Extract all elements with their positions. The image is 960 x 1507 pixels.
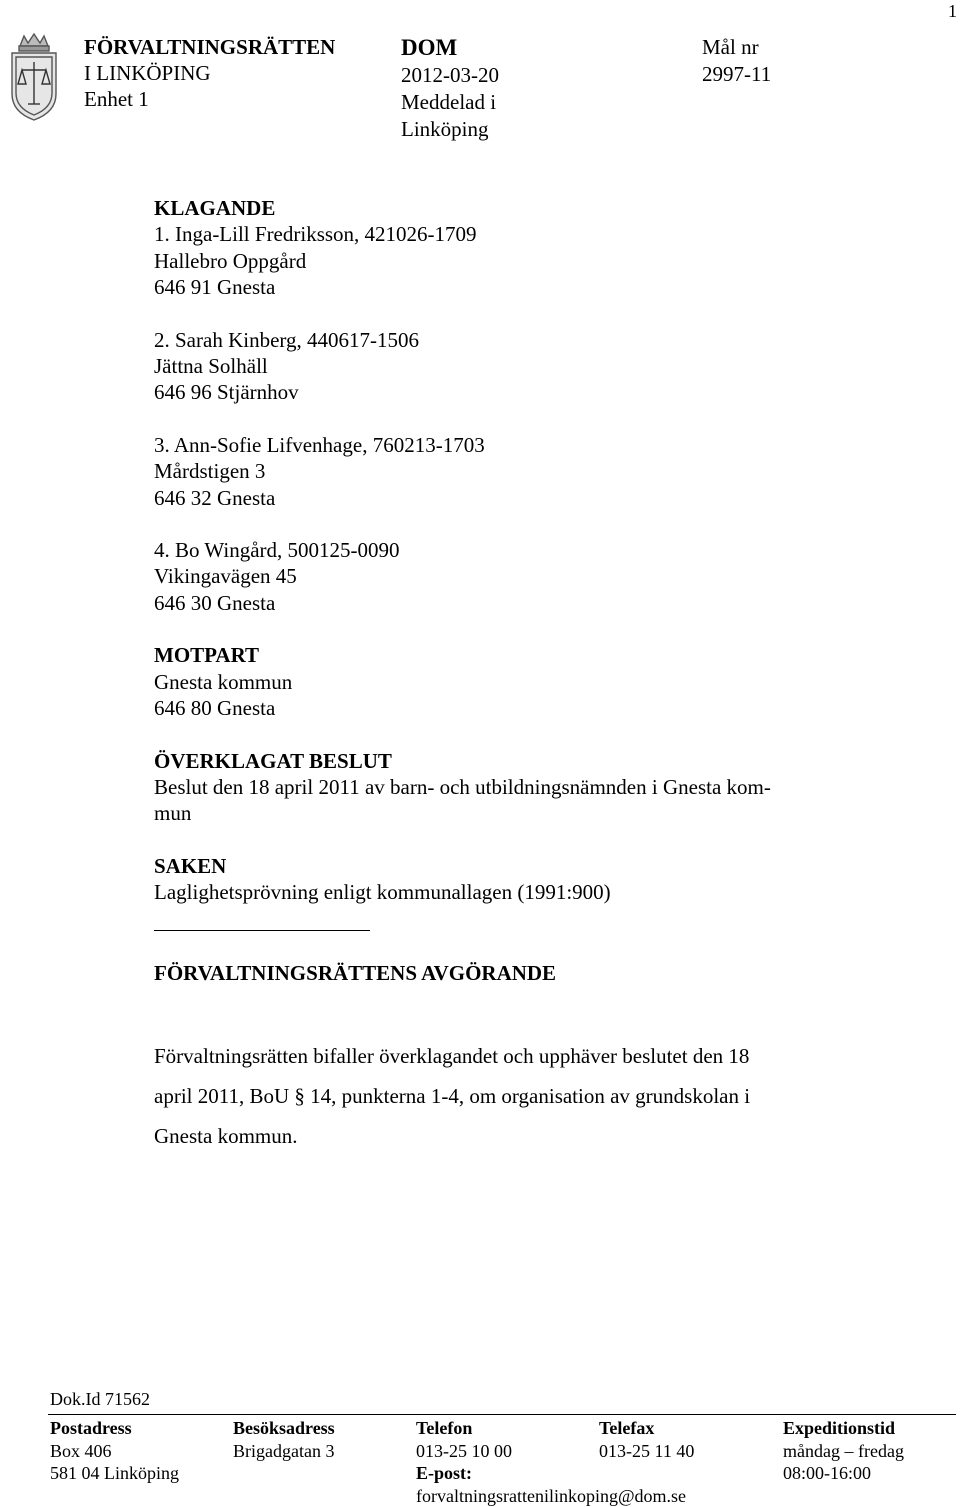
phone-value: 013-25 10 00 <box>416 1440 686 1463</box>
appellant-1-name: 1. Inga-Lill Fredriksson, 421026-1709 <box>154 221 834 247</box>
hours-heading: Expeditionstid <box>783 1417 904 1440</box>
delivered-place: Linköping <box>401 116 499 143</box>
appellant-3-address: Mårdstigen 3 <box>154 458 834 484</box>
court-unit: Enhet 1 <box>84 86 335 112</box>
decision-text <box>154 1036 834 1156</box>
counterparty-postal: 646 80 Gnesta <box>154 695 834 721</box>
matter-text: Laglighetsprövning enligt kommunallagen (1991:900) <box>154 879 834 905</box>
phone-heading: Telefon <box>416 1417 686 1440</box>
email-value[interactable]: forvaltningsrattenilinkoping@dom.se <box>416 1485 686 1507</box>
matter-heading: SAKEN <box>154 853 834 879</box>
counterparty-heading: MOTPART <box>154 642 834 668</box>
appellant-4-address: Vikingavägen 45 <box>154 563 834 589</box>
appealed-decision-line2: mun <box>154 800 834 826</box>
appellant-4-postal: 646 30 Gnesta <box>154 590 834 616</box>
court-name-line1: FÖRVALTNINGSRÄTTEN <box>84 34 335 60</box>
appealed-decision-line1: Beslut den 18 april 2011 av barn- och utbildningsnämnden i Gnesta kom- <box>154 774 834 800</box>
footer-divider <box>48 1414 956 1415</box>
footer-visit-column <box>233 1417 335 1462</box>
decision-line2: april 2011, BoU § 14, punkterna 1-4, om organisation av grundskolan i <box>154 1076 834 1116</box>
appellant-1-address: Hallebro Oppgård <box>154 248 834 274</box>
page-number: 1 <box>948 0 957 22</box>
footer-hours-column <box>783 1417 904 1485</box>
parties-section <box>154 195 834 906</box>
footer-postal-column <box>50 1417 179 1485</box>
judgment-header <box>401 34 499 143</box>
court-name-line2: I LINKÖPING <box>84 60 335 86</box>
appellant-2-address: Jättna Solhäll <box>154 353 834 379</box>
postal-line2: 581 04 Linköping <box>50 1462 179 1485</box>
appealed-decision-heading: ÖVERKLAGAT BESLUT <box>154 748 834 774</box>
appellant-3-postal: 646 32 Gnesta <box>154 485 834 511</box>
case-number: 2997-11 <box>702 61 771 88</box>
decision-line3: Gnesta kommun. <box>154 1116 834 1156</box>
appellant-2-postal: 646 96 Stjärnhov <box>154 379 834 405</box>
postal-heading: Postadress <box>50 1417 179 1440</box>
case-label: Mål nr <box>702 34 771 61</box>
document-type: DOM <box>401 34 499 62</box>
court-name <box>84 34 335 112</box>
hours-time: 08:00-16:00 <box>783 1462 904 1485</box>
appellant-3-name: 3. Ann-Sofie Lifvenhage, 760213-1703 <box>154 432 834 458</box>
visit-heading: Besöksadress <box>233 1417 335 1440</box>
counterparty-name: Gnesta kommun <box>154 669 834 695</box>
appellant-4-name: 4. Bo Wingård, 500125-0090 <box>154 537 834 563</box>
court-crest-logo <box>6 32 62 122</box>
document-id: Dok.Id 71562 <box>50 1388 150 1410</box>
judgment-date: 2012-03-20 <box>401 62 499 89</box>
case-number-block <box>702 34 771 88</box>
appellant-heading: KLAGANDE <box>154 195 834 221</box>
hours-days: måndag – fredag <box>783 1440 904 1463</box>
section-divider <box>154 930 370 931</box>
delivered-label: Meddelad i <box>401 89 499 116</box>
appellant-1-postal: 646 91 Gnesta <box>154 274 834 300</box>
decision-line1: Förvaltningsrätten bifaller överklagandet och upphäver beslutet den 18 <box>154 1036 834 1076</box>
footer-fax-column <box>599 1417 694 1462</box>
appellant-2-name: 2. Sarah Kinberg, 440617-1506 <box>154 327 834 353</box>
postal-line1: Box 406 <box>50 1440 179 1463</box>
fax-heading: Telefax <box>599 1417 694 1440</box>
fax-value: 013-25 11 40 <box>599 1440 694 1463</box>
decision-heading: FÖRVALTNINGSRÄTTENS AVGÖRANDE <box>154 960 556 986</box>
email-label: E-post: <box>416 1462 686 1485</box>
visit-line1: Brigadgatan 3 <box>233 1440 335 1463</box>
